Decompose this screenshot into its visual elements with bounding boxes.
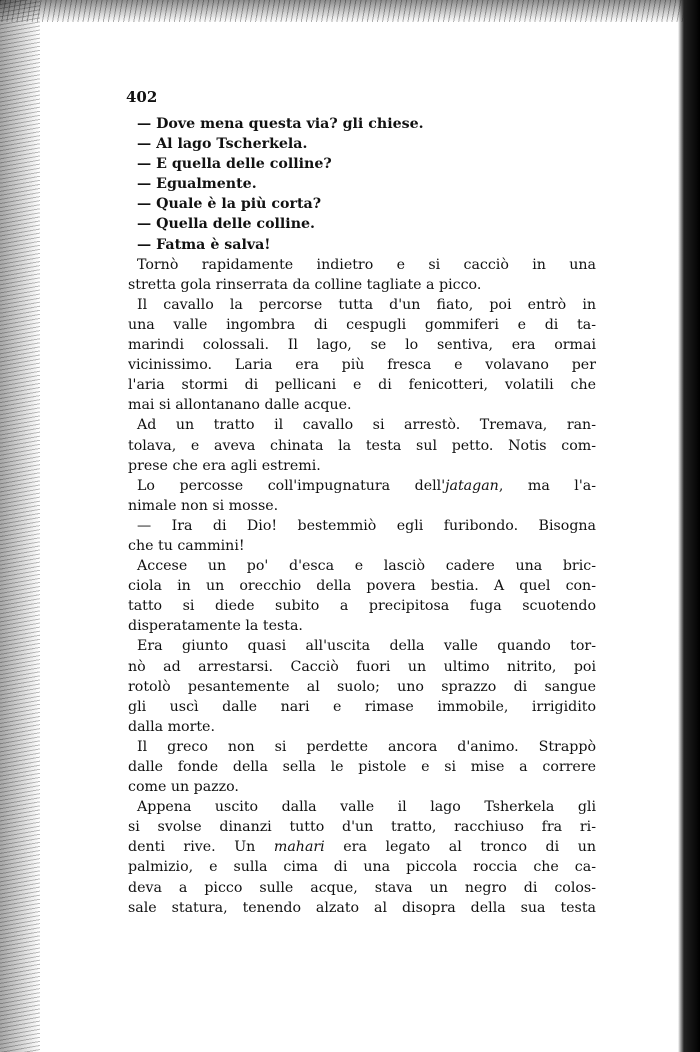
text-line: una valle ingombra di cespugli gommiferi e di ta- (128, 316, 596, 333)
text-line: gli uscì dalle nari e rimase immobile, irrigidito (128, 698, 596, 715)
text-line: Era giunto quasi all'uscita della valle quando tor- (137, 638, 596, 655)
text-line: — Quale è la più corta? (137, 196, 322, 213)
text-line: dalla morte. (128, 718, 215, 735)
text-line: — Dove mena questa via? gli chiese. (137, 116, 424, 132)
text-line: — Egualmente. (137, 176, 257, 193)
text-line: — E quella delle colline? (137, 156, 332, 173)
text-line: palmizio, e sulla cima di una piccola roccia che ca- (128, 859, 596, 876)
text-line (128, 837, 596, 857)
italic-word: jatagan (445, 477, 499, 494)
text-segment: denti rive. Un (128, 839, 274, 856)
text-line: Accese un po' d'esca e lasciò cadere una bric- (137, 558, 596, 575)
text-line: prese che era agli estremi. (128, 457, 321, 474)
text-line: tatto si diede subito a precipitosa fuga scuotendo (128, 598, 596, 615)
text-segment: , ma l'a- (498, 477, 596, 494)
text-line: — Quella delle colline. (137, 216, 315, 233)
text-line: sale statura, tenendo alzato al disopra della sua testa (128, 899, 596, 916)
text-line: — Ira di Dio! bestemmiò egli furibondo. Bisogna (137, 517, 596, 534)
text-line: — Al lago Tscherkela. (137, 136, 308, 153)
text-segment: Lo percosse coll'impugnatura dell' (137, 477, 446, 494)
page-number: 402 (126, 88, 158, 106)
text-line: deva a picco sulle acque, stava un negro di colos- (128, 879, 596, 896)
text-line: mai si allontanano dalle acque. (128, 397, 352, 414)
text-line: Il greco non si perdette ancora d'animo. Strappò (137, 738, 596, 755)
scan-edge-left (0, 0, 40, 1052)
text-line: Appena uscito dalla valle il lago Tsherkela gli (137, 799, 596, 816)
text-line: nimale non si mosse. (128, 497, 279, 514)
text-line (128, 476, 596, 496)
text-line: ciola in un orecchio della povera bestia. A quel con- (128, 578, 596, 595)
text-line: che tu cammini! (128, 537, 245, 554)
text-line: Ad un tratto il cavallo si arrestò. Tremava, ran- (137, 417, 596, 434)
scan-edge-top (0, 0, 700, 22)
text-line: stretta gola rinserrata da colline tagliate a picco. (128, 276, 482, 293)
text-line: si svolse dinanzi tutto d'un tratto, racchiuso fra ri- (128, 819, 596, 836)
text-line: vicinissimo. Laria era più fresca e volavano per (128, 357, 596, 374)
text-line: tolava, e aveva chinata la testa sul petto. Notis com- (128, 437, 596, 454)
body-text (128, 114, 596, 918)
text-line: dalle fonde della sella le pistole e si mise a correre (128, 759, 596, 775)
text-line: Il cavallo la percorse tutta d'un fiato, poi entrò in (137, 296, 596, 313)
text-line: l'aria stormi di pellicani e di fenicotteri, volatili che (128, 377, 596, 394)
text-line: — Fatma è salva! (137, 236, 271, 253)
text-segment: era legato al tronco di un (324, 839, 596, 856)
scan-edge-right (678, 0, 700, 1052)
text-line: disperatamente la testa. (128, 618, 303, 635)
text-line: rotolò pesantemente al suolo; uno sprazzo di sangue (128, 678, 596, 695)
text-line: marindi colossali. Il lago, se lo sentiva, era ormai (128, 337, 596, 354)
italic-word: mahari (273, 839, 325, 856)
text-line: Tornò rapidamente indietro e si cacciò in una (137, 256, 596, 273)
text-line: nò ad arrestarsi. Cacciò fuori un ultimo nitrito, poi (128, 658, 596, 675)
text-line: come un pazzo. (128, 779, 239, 796)
